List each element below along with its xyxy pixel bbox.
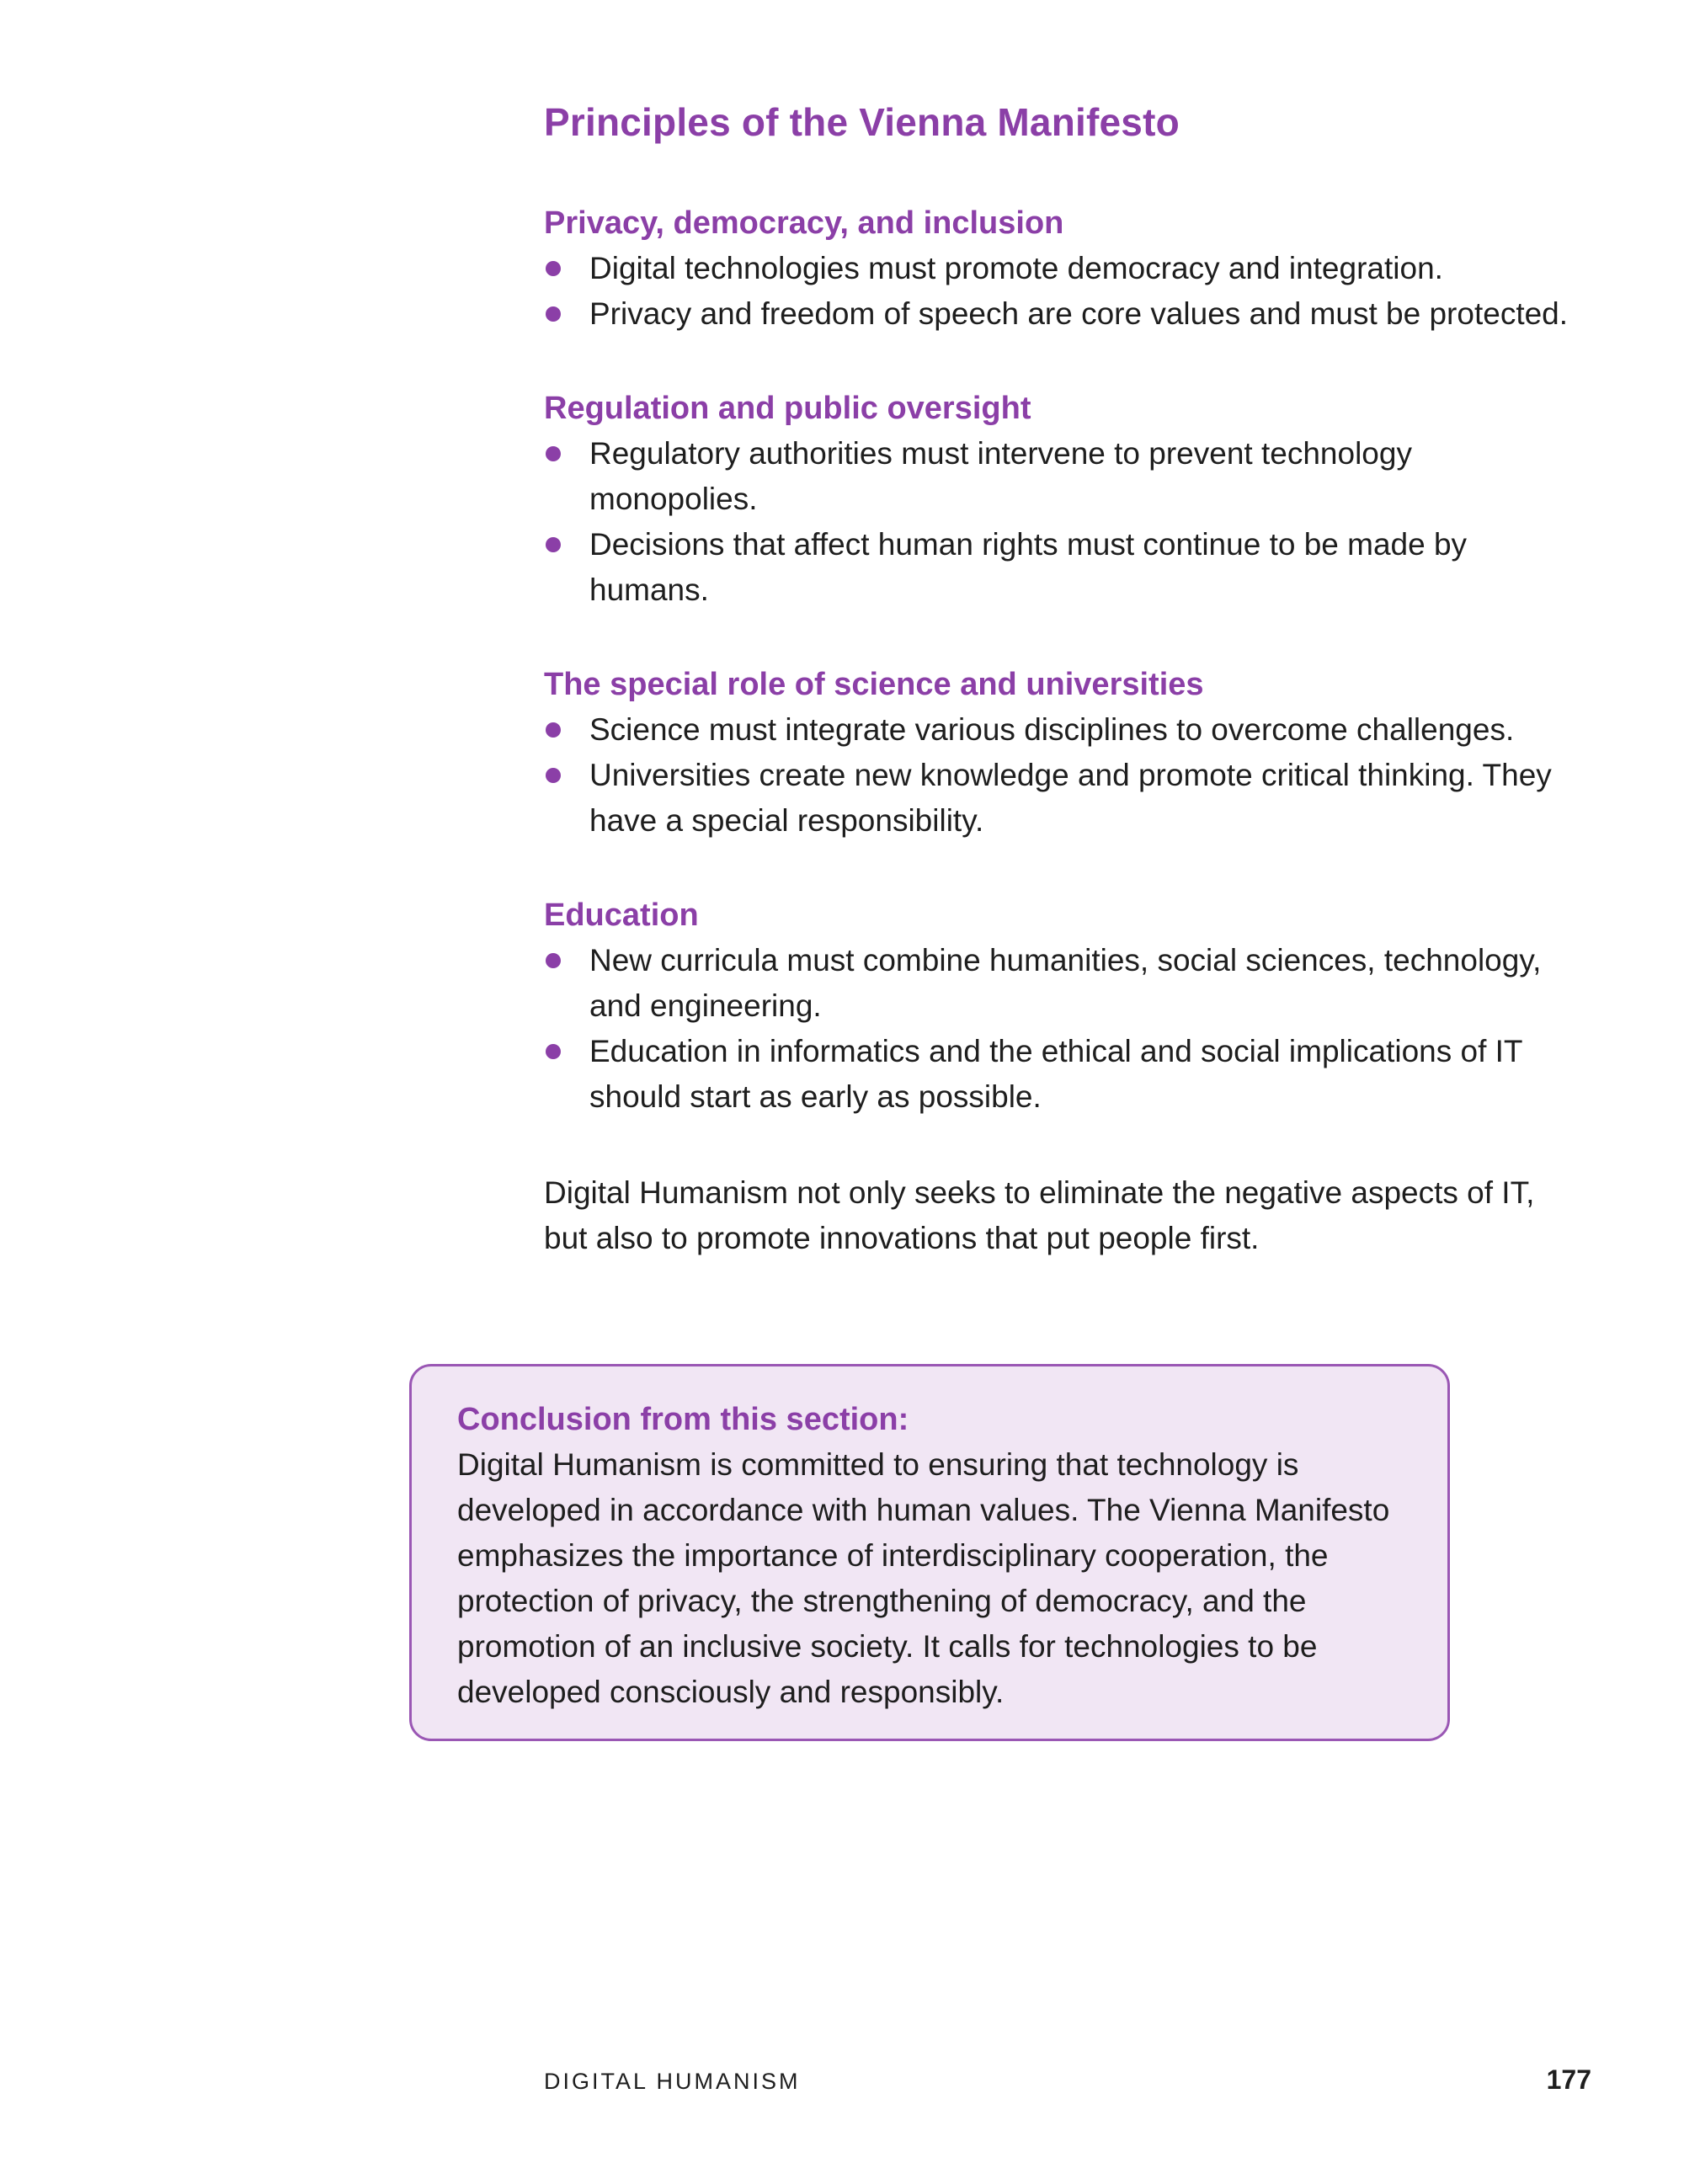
list-item-text: Regulatory authorities must intervene to prevent technology monopolies.	[589, 436, 1412, 516]
page-title: Principles of the Vienna Manifesto	[544, 100, 1180, 144]
bullet-icon	[546, 1044, 561, 1059]
bullet-icon	[546, 722, 561, 738]
list-item	[544, 707, 1588, 753]
list-item-text: Science must integrate various disciplines to overcome challenges.	[589, 712, 1515, 747]
list-item-text: Decisions that affect human rights must continue to be made by humans.	[589, 527, 1468, 607]
page-number: 177	[1546, 2064, 1591, 2095]
section-heading: Education	[544, 898, 699, 933]
list-item	[544, 431, 1588, 522]
list-item	[544, 522, 1588, 613]
main-content	[544, 93, 1588, 1292]
list-item-text: New curricula must combine humanities, social sciences, technology, and engineering.	[589, 943, 1542, 1023]
section-heading: Privacy, democracy, and inclusion	[544, 205, 1064, 241]
conclusion-heading: Conclusion from this section:	[457, 1402, 909, 1437]
conclusion-box	[409, 1364, 1450, 1741]
bullet-icon	[546, 306, 561, 322]
closing-paragraph: Digital Humanism not only seeks to eliminate the negative aspects of IT, but also to promote innovations that put people first.	[544, 1175, 1535, 1255]
bullet-list	[544, 707, 1588, 844]
bullet-list	[544, 246, 1588, 337]
list-item	[544, 291, 1588, 337]
section-education	[544, 892, 1588, 1120]
bullet-icon	[546, 953, 561, 968]
bullet-icon	[546, 768, 561, 783]
section-privacy	[544, 200, 1588, 337]
list-item	[544, 1029, 1588, 1120]
conclusion-text: Digital Humanism is committed to ensuring that technology is developed in accordance with human values. The Vienna Manifesto emphasizes the importance of interdisciplinary cooperation, the protection of privacy, the strengthening of democracy, and the promotion of an inclusive society. It calls for technologies to be developed consciously and responsibly.	[457, 1447, 1390, 1709]
bullet-list	[544, 431, 1588, 613]
bullet-icon	[546, 261, 561, 276]
list-item	[544, 938, 1588, 1029]
list-item	[544, 246, 1588, 291]
bullet-icon	[546, 537, 561, 552]
list-item-text: Universities create new knowledge and promote critical thinking. They have a special responsibility.	[589, 758, 1552, 838]
list-item-text: Privacy and freedom of speech are core values and must be protected.	[589, 296, 1569, 331]
list-item-text: Digital technologies must promote democracy and integration.	[589, 251, 1443, 285]
list-item	[544, 753, 1588, 844]
section-heading: Regulation and public oversight	[544, 391, 1031, 426]
footer-label: DIGITAL HUMANISM	[544, 2069, 801, 2094]
section-science	[544, 662, 1588, 844]
bullet-icon	[546, 446, 561, 461]
bullet-list	[544, 938, 1588, 1120]
section-heading: The special role of science and universities	[544, 667, 1204, 702]
list-item-text: Education in informatics and the ethical and social implications of IT should start as early as possible.	[589, 1034, 1522, 1114]
section-regulation	[544, 386, 1588, 613]
